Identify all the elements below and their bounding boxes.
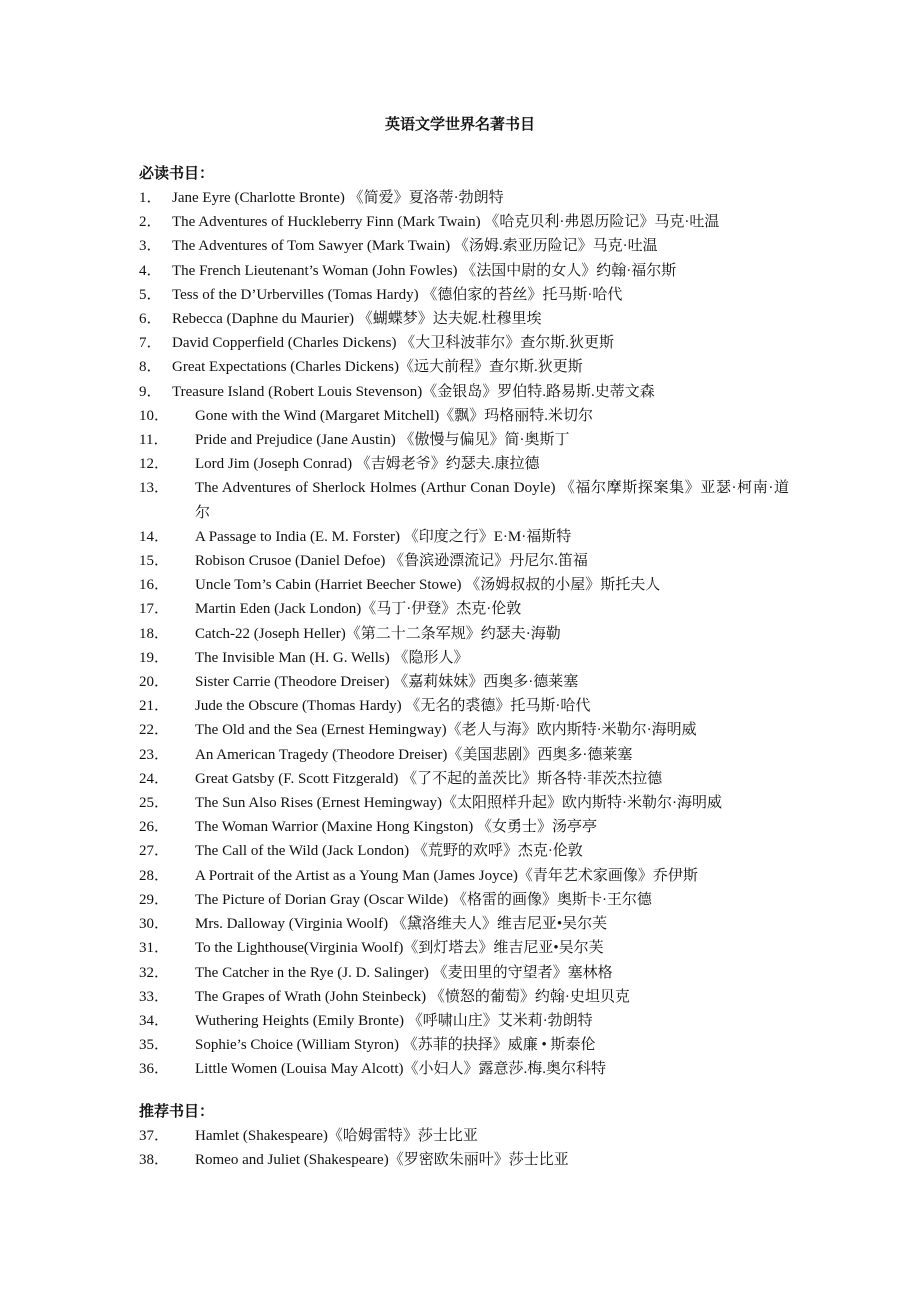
book-number: 10． [139,407,170,424]
book-number: 26． [139,819,170,836]
book-number: 22． [139,722,170,739]
book-list-item [139,234,789,258]
book-list-item [139,283,789,307]
book-list-item [139,597,789,621]
book-number: 27． [139,843,170,860]
book-list-item [139,985,789,1009]
book-number: 29． [139,891,170,908]
book-list-item [139,767,789,791]
book-entry-text: Martin Eden (Jack London)《马丁·伊登》杰克·伦敦 [195,601,522,618]
book-entry-text: Mrs. Dalloway (Virginia Woolf) 《黛洛维夫人》维吉尼亚•吴尔芙 [195,916,608,933]
book-entry-text: Jude the Obscure (Thomas Hardy) 《无名的裘德》托马斯·哈代 [195,698,591,715]
book-list-item [139,186,789,210]
book-list-item [139,694,789,718]
book-list-item [139,1124,789,1148]
book-number: 7． [139,335,162,352]
book-entry-text: The French Lieutenant’s Woman (John Fowles) 《法国中尉的女人》约翰·福尔斯 [172,262,677,279]
book-number: 28． [139,867,170,884]
book-number: 25． [139,795,170,812]
book-entry-text: The Adventures of Tom Sawyer (Mark Twain) 《汤姆.索亚历险记》马克·吐温 [172,238,658,255]
book-list-item [139,380,789,404]
required-book-list [139,186,789,1082]
book-list-item [139,791,789,815]
book-number: 18． [139,625,170,642]
book-list-item [139,1033,789,1057]
required-reading-section [139,162,789,1082]
book-entry-text: The Grapes of Wrath (John Steinbeck) 《愤怒的葡萄》约翰·史坦贝克 [195,988,630,1005]
book-entry-text: Treasure Island (Robert Louis Stevenson)《金银岛》罗伯特.路易斯.史蒂文森 [172,383,655,400]
book-entry-text: Little Women (Louisa May Alcott)《小妇人》露意莎.梅.奥尔科特 [195,1061,606,1078]
book-number: 31． [139,940,170,957]
book-list-item [139,1009,789,1033]
book-number: 24． [139,770,170,787]
book-number: 8． [139,359,162,376]
book-list-item [139,307,789,331]
book-list-item [139,476,789,524]
book-list-item [139,912,789,936]
book-entry-text: The Sun Also Rises (Ernest Hemingway)《太阳照样升起》欧内斯特·米勒尔·海明威 [195,795,723,812]
book-number: 2． [139,214,162,231]
book-list-item [139,646,789,670]
book-number: 23． [139,746,170,763]
book-entry-text: Catch-22 (Joseph Heller)《第二十二条军规》约瑟夫·海勒 [195,625,561,642]
book-list-item [139,259,789,283]
book-entry-text: The Woman Warrior (Maxine Hong Kingston) 《女勇士》汤亭亭 [195,819,597,836]
book-entry-text: An American Tragedy (Theodore Dreiser)《美国悲剧》西奥多·德莱塞 [195,746,633,763]
book-list-item [139,404,789,428]
book-number: 37． [139,1128,170,1144]
book-list-item [139,573,789,597]
book-list-item [139,961,789,985]
book-entry-text: Sister Carrie (Theodore Dreiser) 《嘉莉妹妹》西奥多·德莱塞 [195,674,579,691]
book-number: 34． [139,1012,170,1029]
book-entry-text: The Call of the Wild (Jack London) 《荒野的欢呼》杰克·伦敦 [195,843,583,860]
required-reading-heading: 必读书目： [139,166,215,182]
book-entry-text: The Invisible Man (H. G. Wells) 《隐形人》 [195,649,469,666]
book-entry-text: A Portrait of the Artist as a Young Man (James Joyce)《青年艺术家画像》乔伊斯 [195,867,698,884]
book-entry-text: Jane Eyre (Charlotte Bronte) 《简爱》夏洛蒂·勃朗特 [172,190,504,206]
book-list-item [139,839,789,863]
book-number: 12． [139,456,170,473]
book-number: 14． [139,528,170,545]
book-entry-text: The Adventures of Huckleberry Finn (Mark Twain) 《哈克贝利·弗恩历险记》马克·吐温 [172,214,720,231]
book-number: 36． [139,1061,170,1078]
book-entry-text: Tess of the D’Urbervilles (Tomas Hardy) 《德伯家的苔丝》托马斯·哈代 [172,286,623,303]
book-list-item [139,452,789,476]
book-entry-text: Lord Jim (Joseph Conrad) 《吉姆老爷》约瑟夫.康拉德 [195,456,540,473]
book-list-item [139,864,789,888]
book-entry-text: Robison Crusoe (Daniel Defoe) 《鲁滨逊漂流记》丹尼尔.笛福 [195,553,588,570]
book-entry-text: Gone with the Wind (Margaret Mitchell)《飘》玛格丽特.米切尔 [195,407,593,424]
book-entry-text: Sophie’s Choice (William Styron) 《苏菲的抉择》威廉 • 斯泰伦 [195,1037,596,1054]
book-list-item [139,549,789,573]
book-number: 20． [139,674,170,691]
book-list-item [139,1148,789,1172]
book-entry-text: The Picture of Dorian Gray (Oscar Wilde) 《格雷的画像》奥斯卡·王尔德 [195,891,652,908]
recommended-reading-heading: 推荐书目： [139,1104,215,1120]
book-number: 11． [139,432,169,449]
book-number: 5． [139,286,162,303]
book-number: 1． [139,190,162,206]
book-entry-text: To the Lighthouse(Virginia Woolf)《到灯塔去》维吉尼亚•吴尔芙 [195,940,604,957]
book-number: 38． [139,1152,170,1169]
book-entry-text: The Adventures of Sherlock Holmes (Arthur Conan Doyle) 《福尔摩斯探案集》亚瑟·柯南·道尔 [195,480,789,521]
recommended-reading-section [139,1100,789,1172]
book-number: 3． [139,238,162,255]
book-list-item [139,622,789,646]
book-entry-text: Great Expectations (Charles Dickens)《远大前程》查尔斯.狄更斯 [172,359,583,376]
book-number: 9． [139,383,162,400]
book-number: 21． [139,698,170,715]
book-entry-text: Great Gatsby (F. Scott Fitzgerald) 《了不起的盖茨比》斯各特·菲茨杰拉德 [195,770,663,787]
book-list-item [139,815,789,839]
book-list-item [139,355,789,379]
book-list-item [139,1057,789,1081]
book-list-item [139,525,789,549]
book-number: 35． [139,1037,170,1054]
book-entry-text: The Catcher in the Rye (J. D. Salinger) 《麦田里的守望者》塞林格 [195,964,613,981]
book-list-item [139,718,789,742]
book-number: 6． [139,311,162,328]
book-number: 13． [139,480,170,497]
book-entry-text: David Copperfield (Charles Dickens) 《大卫科波菲尔》查尔斯.狄更斯 [172,335,615,352]
book-number: 32． [139,964,170,981]
book-number: 30． [139,916,170,933]
book-number: 16． [139,577,170,594]
book-entry-text: A Passage to India (E. M. Forster) 《印度之行》E·M·福斯特 [195,528,572,545]
book-entry-text: The Old and the Sea (Ernest Hemingway)《老人与海》欧内斯特·米勒尔·海明威 [195,722,697,739]
book-list-item [139,670,789,694]
book-entry-text: Uncle Tom’s Cabin (Harriet Beecher Stowe) 《汤姆叔叔的小屋》斯托夫人 [195,577,661,594]
book-list-item [139,428,789,452]
book-number: 4． [139,262,162,279]
book-number: 19． [139,649,170,666]
book-number: 33． [139,988,170,1005]
book-list-item [139,743,789,767]
book-entry-text: Rebecca (Daphne du Maurier) 《蝴蝶梦》达夫妮.杜穆里埃 [172,311,542,328]
book-list-item [139,210,789,234]
book-entry-text: Hamlet (Shakespeare)《哈姆雷特》莎士比亚 [195,1128,478,1144]
document-title: 英语文学世界名著书目 [384,117,535,133]
book-list-item [139,331,789,355]
book-entry-text: Pride and Prejudice (Jane Austin) 《傲慢与偏见》简·奥斯丁 [195,432,570,449]
book-number: 17． [139,601,170,618]
book-number: 15． [139,553,170,570]
book-entry-text: Romeo and Juliet (Shakespeare)《罗密欧朱丽叶》莎士比亚 [195,1152,569,1169]
recommended-book-list [139,1124,789,1172]
book-entry-text: Wuthering Heights (Emily Bronte) 《呼啸山庄》艾米莉·勃朗特 [195,1012,593,1029]
book-list-item [139,936,789,960]
book-list-item [139,888,789,912]
